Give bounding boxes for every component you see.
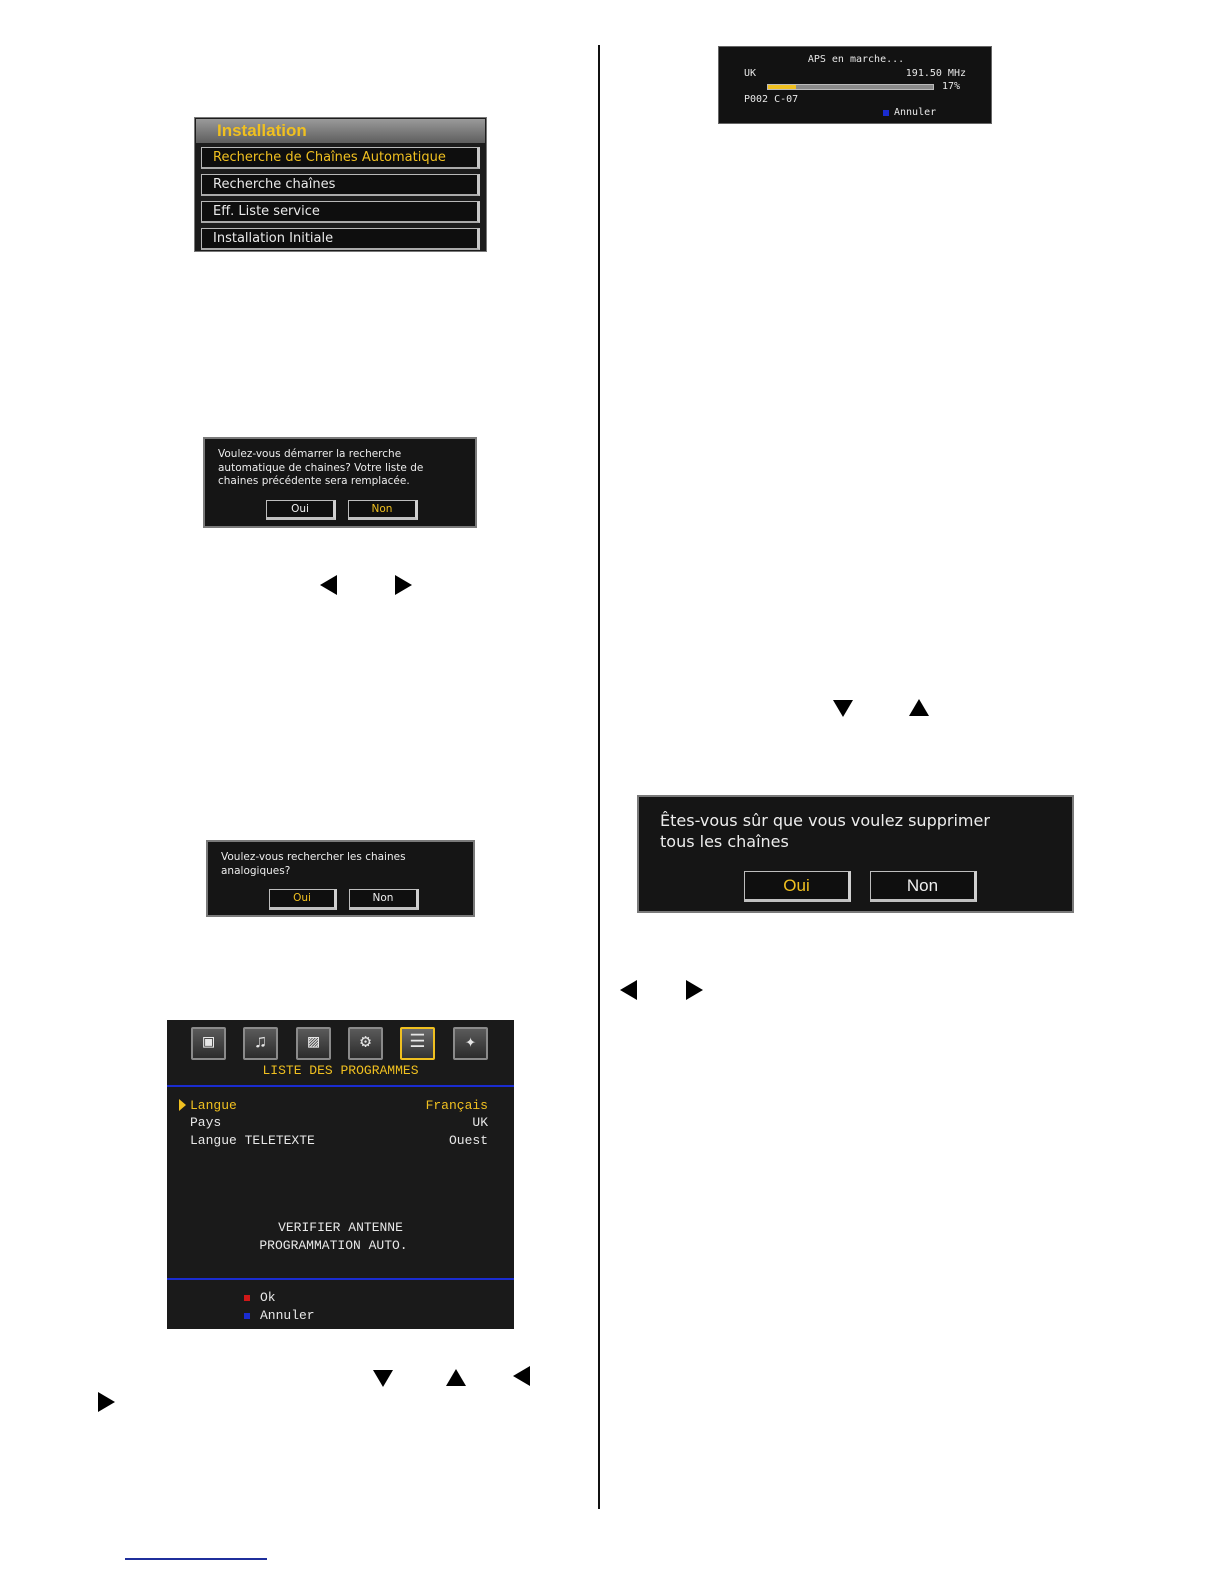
no-button[interactable]: Non bbox=[349, 889, 419, 910]
auto-search-message: Voulez-vous démarrer la recherche automatique de chaines? Votre liste de chaines précédente sera remplacée. bbox=[218, 448, 424, 487]
arrow-right-icon bbox=[395, 575, 412, 595]
blue-key-icon bbox=[244, 1313, 250, 1319]
menu-item-clear-service-list[interactable]: Eff. Liste service bbox=[201, 201, 480, 223]
arrow-right-icon bbox=[98, 1392, 115, 1412]
row-label: Langue bbox=[190, 1098, 237, 1113]
aps-progress-bar bbox=[767, 84, 934, 90]
picture-icon[interactable]: ▨ bbox=[296, 1027, 331, 1060]
row-value: Français bbox=[425, 1098, 488, 1113]
camera-icon[interactable]: ▣ bbox=[191, 1027, 226, 1060]
aps-channel: P002 C-07 bbox=[744, 94, 799, 105]
row-teletext-language[interactable] bbox=[190, 1133, 488, 1148]
yes-button[interactable]: Oui bbox=[266, 500, 336, 520]
programme-list-menu bbox=[167, 1020, 514, 1329]
arrow-left-icon bbox=[620, 980, 637, 1000]
aps-progress-fill bbox=[768, 85, 796, 89]
arrow-up-icon bbox=[909, 699, 929, 716]
menu-item-auto-search[interactable]: Recherche de Chaînes Automatique bbox=[201, 147, 480, 169]
arrow-left-icon bbox=[513, 1366, 530, 1386]
analog-search-message: Voulez-vous rechercher les chaines analogiques? bbox=[221, 851, 406, 877]
music-icon[interactable]: ♫ bbox=[243, 1027, 278, 1060]
red-key-icon bbox=[244, 1295, 250, 1301]
row-country[interactable] bbox=[190, 1115, 488, 1130]
arrow-down-icon bbox=[373, 1370, 393, 1387]
row-language[interactable] bbox=[190, 1098, 488, 1113]
arrow-down-icon bbox=[833, 700, 853, 717]
no-button[interactable]: Non bbox=[870, 871, 977, 902]
analog-search-dialog bbox=[206, 840, 475, 917]
menu-item-initial-installation[interactable]: Installation Initiale bbox=[201, 228, 480, 250]
aps-status-text: APS en marche... bbox=[807, 54, 905, 65]
no-button[interactable]: Non bbox=[348, 500, 418, 520]
arrow-left-icon bbox=[320, 575, 337, 595]
top-separator bbox=[167, 1085, 514, 1087]
auto-search-dialog bbox=[203, 437, 477, 528]
row-label: Pays bbox=[190, 1115, 222, 1130]
list-icon[interactable]: ☰ bbox=[400, 1027, 435, 1060]
menu-item-manual-search[interactable]: Recherche chaînes bbox=[201, 174, 480, 196]
cancel-legend: Annuler bbox=[260, 1308, 315, 1323]
settings-icon[interactable]: ⚙ bbox=[348, 1027, 383, 1060]
check-antenna-text: VERIFIER ANTENNE bbox=[278, 1220, 403, 1235]
delete-message-line2: tous les chaînes bbox=[660, 832, 789, 851]
aps-status-box bbox=[718, 46, 992, 124]
arrow-up-icon bbox=[446, 1369, 466, 1386]
installation-menu-title: Installation bbox=[196, 119, 485, 143]
blue-key-icon bbox=[883, 110, 889, 116]
aps-frequency: 191.50 MHz bbox=[905, 68, 966, 79]
aps-cancel-legend[interactable]: Annuler bbox=[894, 107, 937, 118]
delete-message-line1: Êtes-vous sûr que vous voulez supprimer bbox=[660, 811, 990, 830]
yes-button[interactable]: Oui bbox=[269, 889, 337, 910]
bottom-separator bbox=[167, 1278, 514, 1280]
selection-arrow-icon bbox=[179, 1099, 186, 1111]
aps-percent: 17% bbox=[941, 81, 960, 92]
programme-list-title: LISTE DES PROGRAMMES bbox=[262, 1063, 419, 1078]
delete-confirm-dialog bbox=[637, 795, 1074, 913]
arrow-right-icon bbox=[686, 980, 703, 1000]
installation-menu bbox=[194, 117, 487, 252]
aps-country: UK bbox=[744, 68, 757, 79]
yes-button[interactable]: Oui bbox=[744, 871, 851, 902]
column-divider bbox=[598, 45, 600, 1509]
footer-rule bbox=[125, 1558, 267, 1560]
row-label: Langue TELETEXTE bbox=[190, 1133, 315, 1148]
satellite-icon[interactable]: ✦ bbox=[453, 1027, 488, 1060]
row-value: Ouest bbox=[448, 1133, 488, 1148]
ok-legend: Ok bbox=[260, 1290, 276, 1305]
auto-programming-text: PROGRAMMATION AUTO. bbox=[259, 1238, 408, 1253]
row-value: UK bbox=[472, 1115, 488, 1130]
